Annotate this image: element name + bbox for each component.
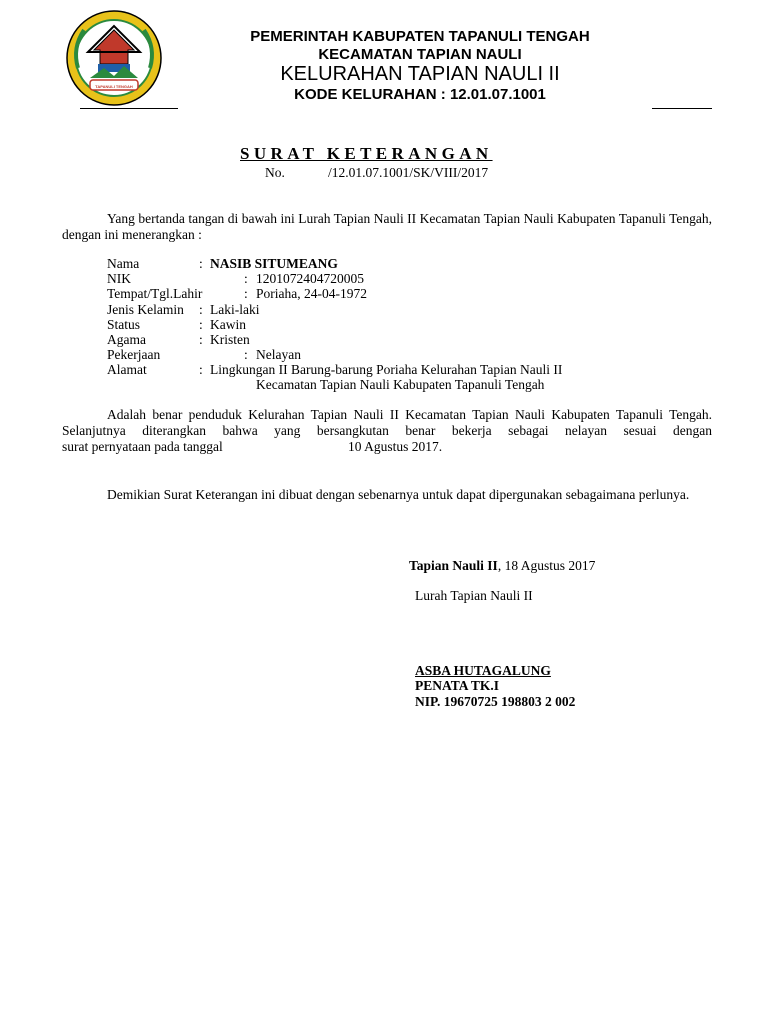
field-status-value: Kawin xyxy=(210,317,246,332)
signature-position: Lurah Tapian Nauli II xyxy=(415,588,533,603)
field-jk-colon: : xyxy=(199,302,203,317)
letterhead-government: PEMERINTAH KABUPATEN TAPANULI TENGAH xyxy=(250,28,590,45)
field-agama-label: Agama xyxy=(107,332,146,347)
closing-paragraph: Demikian Surat Keterangan ini dibuat dengan sebenarnya untuk dapat dipergunakan sebagaimana perlunya. xyxy=(107,487,690,502)
letter-title: SURAT KETERANGAN xyxy=(240,144,493,163)
signatory-nip: NIP. 19670725 198803 2 002 xyxy=(415,694,576,709)
field-alamat-value-line2: Kecamatan Tapian Nauli Kabupaten Tapanuli Tengah xyxy=(256,377,545,392)
field-nama-colon: : xyxy=(199,256,203,271)
field-nik-colon: : xyxy=(244,271,248,286)
header-rule-left xyxy=(80,108,178,109)
field-agama-colon: : xyxy=(199,332,203,347)
field-status-label: Status xyxy=(107,317,141,332)
field-nama-value: NASIB SITUMEANG xyxy=(210,256,338,271)
field-agama-value: Kristen xyxy=(210,332,250,347)
field-pekerjaan-colon: : xyxy=(244,347,248,362)
letter-number-label: No. xyxy=(265,165,285,180)
letterhead-code: KODE KELURAHAN : 12.01.07.1001 xyxy=(294,86,546,103)
field-pekerjaan-label: Pekerjaan xyxy=(107,347,161,362)
field-nik-value: 1201072404720005 xyxy=(256,271,364,286)
field-status-colon: : xyxy=(199,317,203,332)
intro-paragraph: Yang bertanda tangan di bawah ini Lurah Tapian Nauli II Kecamatan Tapian Nauli Kabupaten Tapanuli Tengah, dengan ini menerangkan : xyxy=(62,211,712,242)
letterhead-village: KELURAHAN TAPIAN NAULI II xyxy=(280,63,560,85)
signatory-rank: PENATA TK.I xyxy=(415,678,500,693)
signature-place-date xyxy=(409,558,595,574)
signature-place: Tapian Nauli II xyxy=(409,558,498,573)
signatory-name: ASBA HUTAGALUNG xyxy=(415,663,551,678)
field-jk-label: Jenis Kelamin xyxy=(107,302,184,317)
letterhead-district: KECAMATAN TAPIAN NAULI xyxy=(318,46,522,63)
field-ttl-label: Tempat/Tgl.Lahir xyxy=(107,286,203,301)
field-alamat-label: Alamat xyxy=(107,362,147,377)
regency-logo xyxy=(64,8,164,108)
body-paragraph: Adalah benar penduduk Kelurahan Tapian Nauli II Kecamatan Tapian Nauli Kabupaten Tapanuli Tengah. Selanjutnya diterangkan bahwa yang bersangkutan benar bekerja sebagai nelayan sesuai dengan xyxy=(62,407,712,438)
signature-date: , 18 Agustus 2017 xyxy=(497,558,596,573)
field-ttl-value: Poriaha, 24-04-1972 xyxy=(256,286,367,301)
field-nama-label: Nama xyxy=(107,256,140,271)
body-paragraph-last-line: surat pernyataan pada tanggal xyxy=(62,439,223,454)
field-nik-label: NIK xyxy=(107,271,131,286)
statement-date: 10 Agustus 2017. xyxy=(348,439,443,454)
field-pekerjaan-value: Nelayan xyxy=(256,347,301,362)
field-ttl-colon: : xyxy=(244,286,248,301)
letter-number-value: /12.01.07.1001/SK/VIII/2017 xyxy=(328,165,489,180)
field-jk-value: Laki-laki xyxy=(210,302,260,317)
field-alamat-colon: : xyxy=(199,362,203,377)
logo-ribbon-text: TAPANULI TENGAH xyxy=(95,84,133,89)
header-rule-right xyxy=(652,108,712,109)
field-alamat-value-line1: Lingkungan II Barung-barung Poriaha Kelurahan Tapian Nauli II xyxy=(210,362,563,377)
